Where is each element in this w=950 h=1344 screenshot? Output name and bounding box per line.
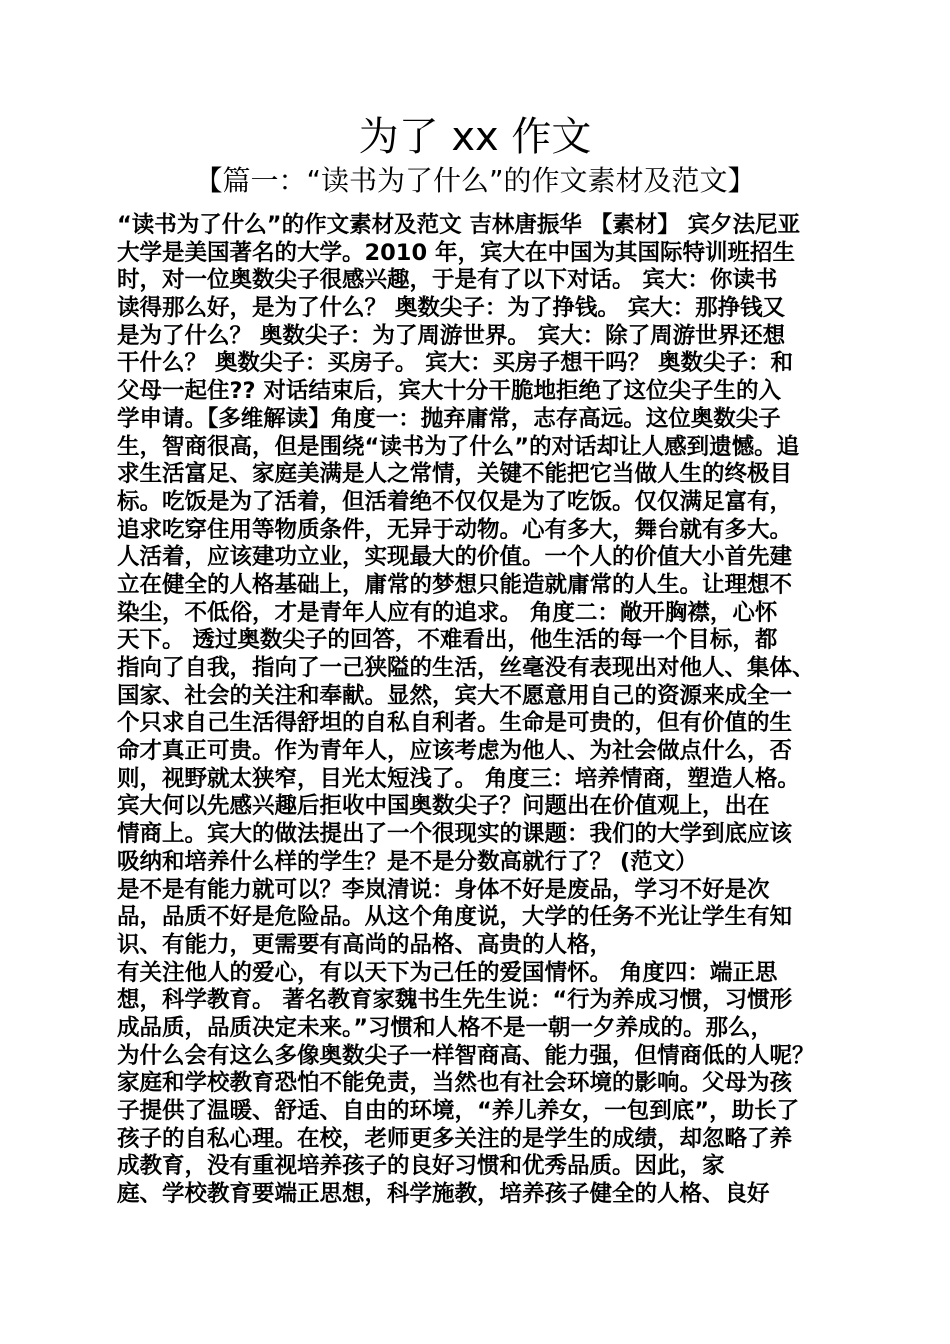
body-line: 成教育，没有重视培养孩子的良好习惯和优秀品质。因此，家 (117, 1153, 725, 1180)
body-line: 干什么？ 奥数尖子：买房子。 宾大：买房子想干吗？ 奥数尖子：和 (117, 350, 794, 377)
body-line: 情商上。宾大的做法提出了一个很现实的课题：我们的大学到底应该 (117, 821, 793, 848)
body-line: 吸纳和培养什么样的学生？是不是分数高就行了？ (范文） (117, 848, 698, 875)
document-body (117, 212, 857, 1209)
document-subtitle: 【篇一：“读书为了什么”的作文素材及范文】 (194, 164, 756, 197)
body-line: 学申请。【多维解读】角度一：抛弃庸常，志存高远。这位奥数尖子 (117, 405, 781, 432)
body-line: 是不是有能力就可以？李岚清说：身体不好是废品，学习不好是次 (117, 876, 770, 903)
body-line: 想，科学教育。 著名教育家魏书生先生说：“行为养成习惯，习惯形 (117, 987, 793, 1014)
body-line: 则，视野就太狭窄，目光太短浅了。 角度三：培养情商，塑造人格。 (117, 765, 800, 792)
body-line: 国家、社会的关注和奉献。显然，宾大不愿意用自己的资源来成全一 (117, 682, 793, 709)
body-line: 大学是美国著名的大学。2010 年，宾大在中国为其国际特训班招生 (117, 239, 795, 266)
body-line: 生，智商很高，但是围绕“读书为了什么”的对话却让人感到遗憾。追 (117, 433, 800, 460)
body-line: 时，对一位奥数尖子很感兴趣，于是有了以下对话。 宾大：你读书 (117, 267, 778, 294)
body-line: 子提供了温暖、舒适、自由的环境，“养儿养女，一包到底”，助长了 (117, 1098, 800, 1124)
body-line: 品，品质不好是危险品。从这个角度说，大学的任务不光让学生有知 (117, 904, 793, 931)
body-line: 指向了自我，指向了一己狭隘的生活，丝毫没有表现出对他人、集体、 (117, 655, 815, 681)
body-line: 人活着，应该建功立业，实现最大的价值。一个人的价值大小首先建 (117, 544, 793, 571)
body-line: 识、有能力，更需要有高尚的品格、高贵的人格， (117, 931, 613, 958)
body-line: 是为了什么？ 奥数尖子：为了周游世界。 宾大：除了周游世界还想 (117, 322, 786, 349)
body-line: 父母一起住?? 对话结束后，宾大十分干脆地拒绝了这位尖子生的入 (117, 378, 781, 405)
body-line: 染尘，不低俗，才是青年人应有的追求。 角度二：敞开胸襟，心怀 (117, 599, 778, 626)
body-line: 庭、学校教育要端正思想，科学施教，培养孩子健全的人格、良好 (117, 1181, 770, 1208)
body-line: 标。吃饭是为了活着，但活着绝不仅仅是为了吃饭。仅仅满足富有， (117, 488, 793, 515)
body-line: 孩子的自私心理。在校，老师更多关注的是学生的成绩，却忽略了养 (117, 1125, 793, 1152)
body-line: 为什么会有这么多像奥数尖子一样智商高、能力强，但情商低的人呢？ (117, 1042, 815, 1069)
body-line: 有关注他人的爱心，有以天下为己任的爱国情怀。 角度四：端正思 (117, 959, 778, 986)
body-line: 个只求自己生活得舒坦的自私自利者。生命是可贵的，但有价值的生 (117, 710, 793, 737)
body-line: 家庭和学校教育恐怕不能免责，当然也有社会环境的影响。父母为孩 (117, 1070, 793, 1097)
body-line: 立在健全的人格基础上，庸常的梦想只能造就庸常的人生。让理想不 (117, 571, 793, 598)
body-line: 求生活富足、家庭美满是人之常情，关键不能把它当做人生的终极目 (117, 461, 793, 488)
body-line: 成品质，品质决定未来。”习惯和人格不是一朝一夕养成的。那么， (117, 1014, 774, 1041)
body-line: 读得那么好，是为了什么？ 奥数尖子：为了挣钱。 宾大：那挣钱又 (117, 295, 786, 322)
body-line: 命才真正可贵。作为青年人，应该考虑为他人、为社会做点什么，否 (117, 738, 793, 765)
body-line: 追求吃穿住用等物质条件，无异于动物。心有多大，舞台就有多大。 (117, 516, 793, 543)
body-line: 宾大何以先感兴趣后拒收中国奥数尖子？问题出在价值观上，出在 (117, 793, 770, 820)
body-line: 天下。 透过奥数尖子的回答，不难看出，他生活的每一个目标，都 (117, 627, 778, 654)
body-line: “读书为了什么”的作文素材及范文 吉林唐振华 【素材】 宾夕法尼亚 (117, 212, 801, 238)
document-title: 为了 xx 作文 (358, 114, 592, 160)
